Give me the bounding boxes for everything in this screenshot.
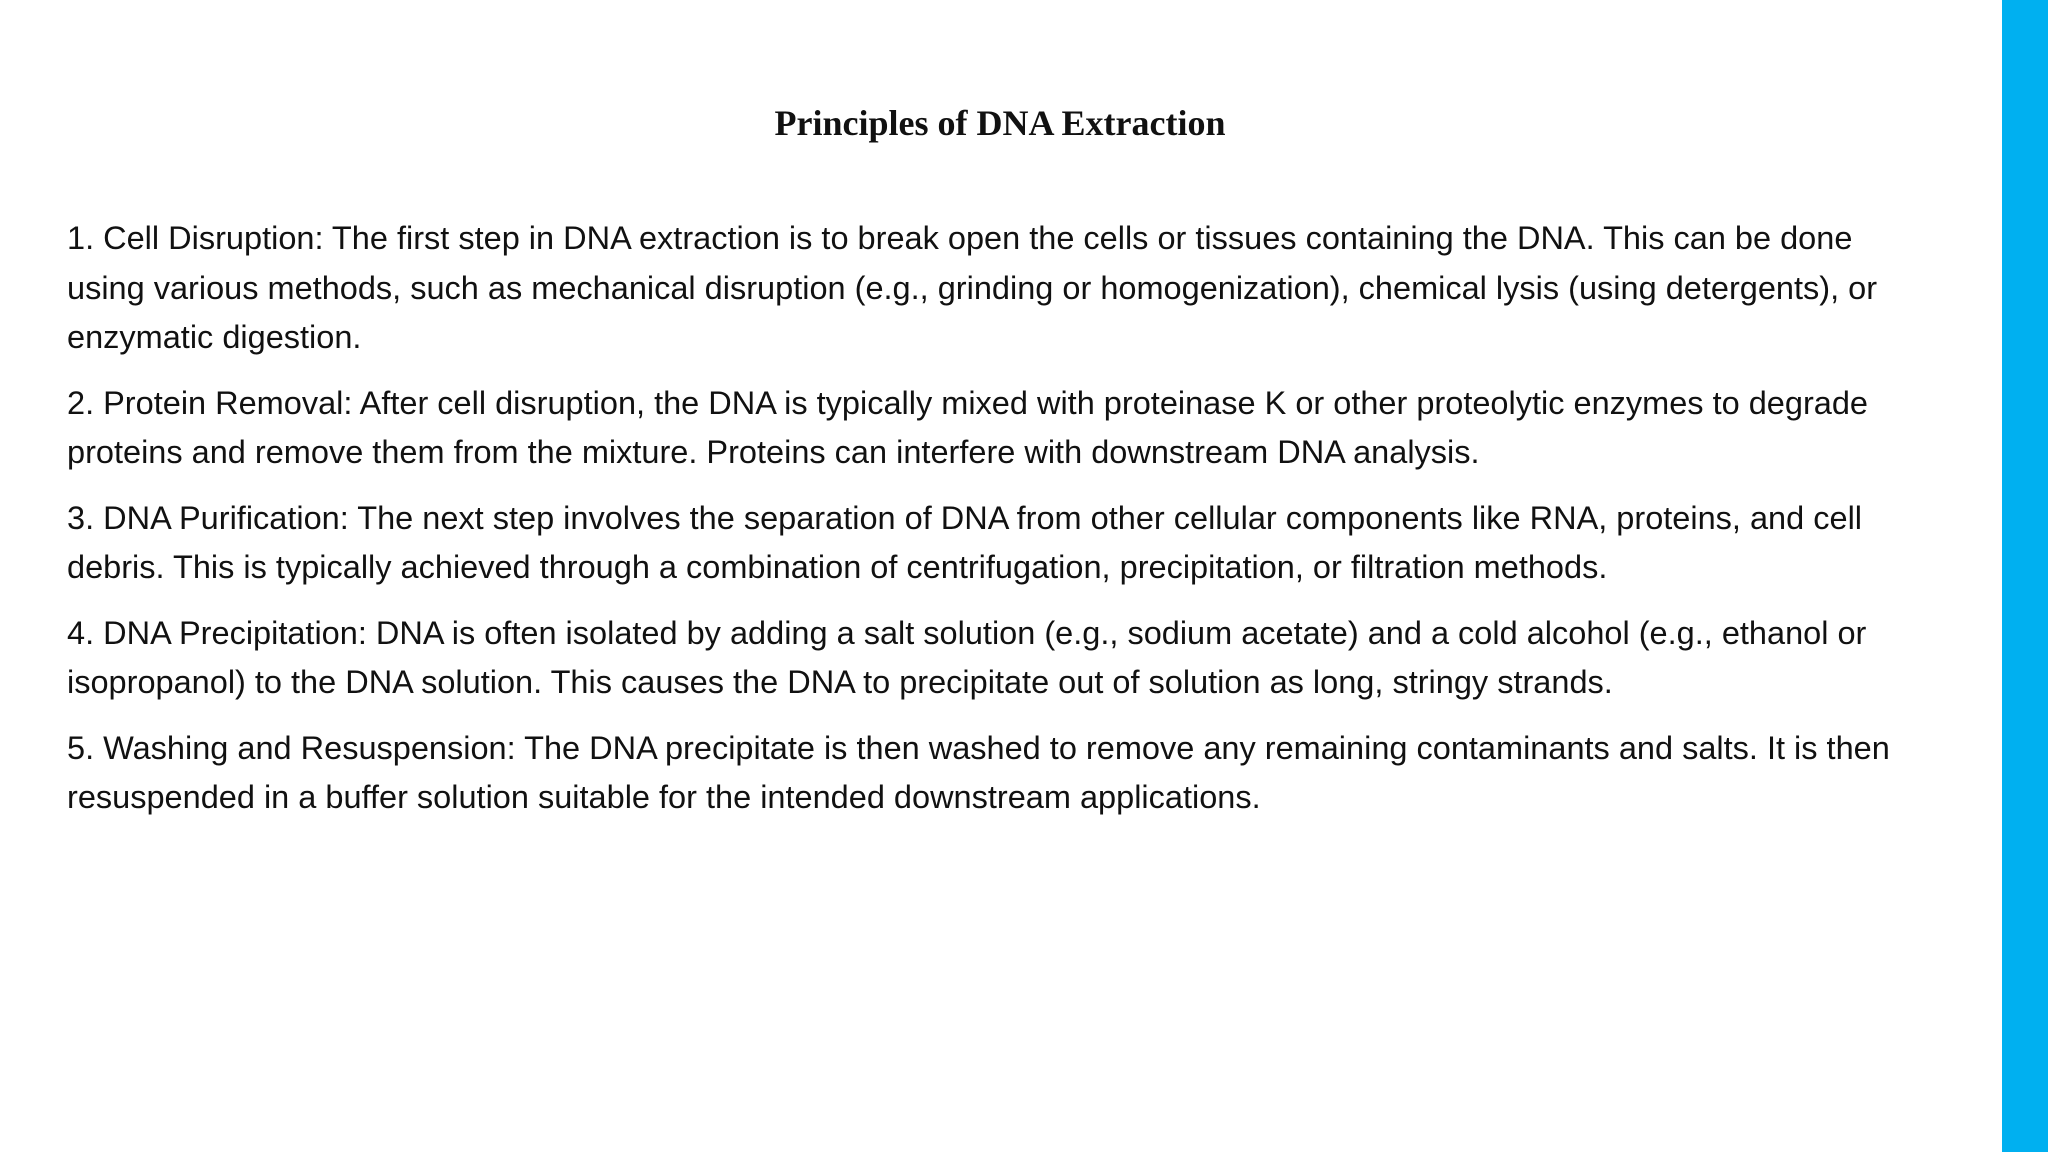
paragraph-protein-removal: 2. Protein Removal: After cell disruption, the DNA is typically mixed with proteinase K or other proteolytic enzymes to degrade proteins and remove them from the mixture. Proteins can interfere with downstream DNA analysis. (67, 384, 1868, 470)
paragraph-dna-precipitation: 4. DNA Precipitation: DNA is often isolated by adding a salt solution (e.g., sodium acetate) and a cold alcohol (e.g., ethanol or isopropanol) to the DNA solution. This causes the DNA to precipitate out of solution as long, stringy strands. (67, 614, 1867, 700)
paragraph-cell-disruption: 1. Cell Disruption: The first step in DNA extraction is to break open the cells or tissues containing the DNA. This can be done using various methods, such as mechanical disruption (e.g., grinding or homogenization), chemical lysis (using detergents), or enzymatic digestion. (67, 220, 1878, 355)
accent-bar (2002, 0, 2048, 1152)
paragraph-dna-purification: 3. DNA Purification: The next step involves the separation of DNA from other cellular components like RNA, proteins, and cell debris. This is typically achieved through a combination of centrifugation, precipitation, or filtration methods. (67, 499, 1863, 585)
slide-body (67, 214, 1907, 839)
paragraph-washing-resuspension: 5. Washing and Resuspension: The DNA precipitate is then washed to remove any remaining contaminants and salts. It is then resuspended in a buffer solution suitable for the intended downstream applications. (67, 729, 1890, 815)
slide-title: Principles of DNA Extraction (774, 103, 1226, 143)
